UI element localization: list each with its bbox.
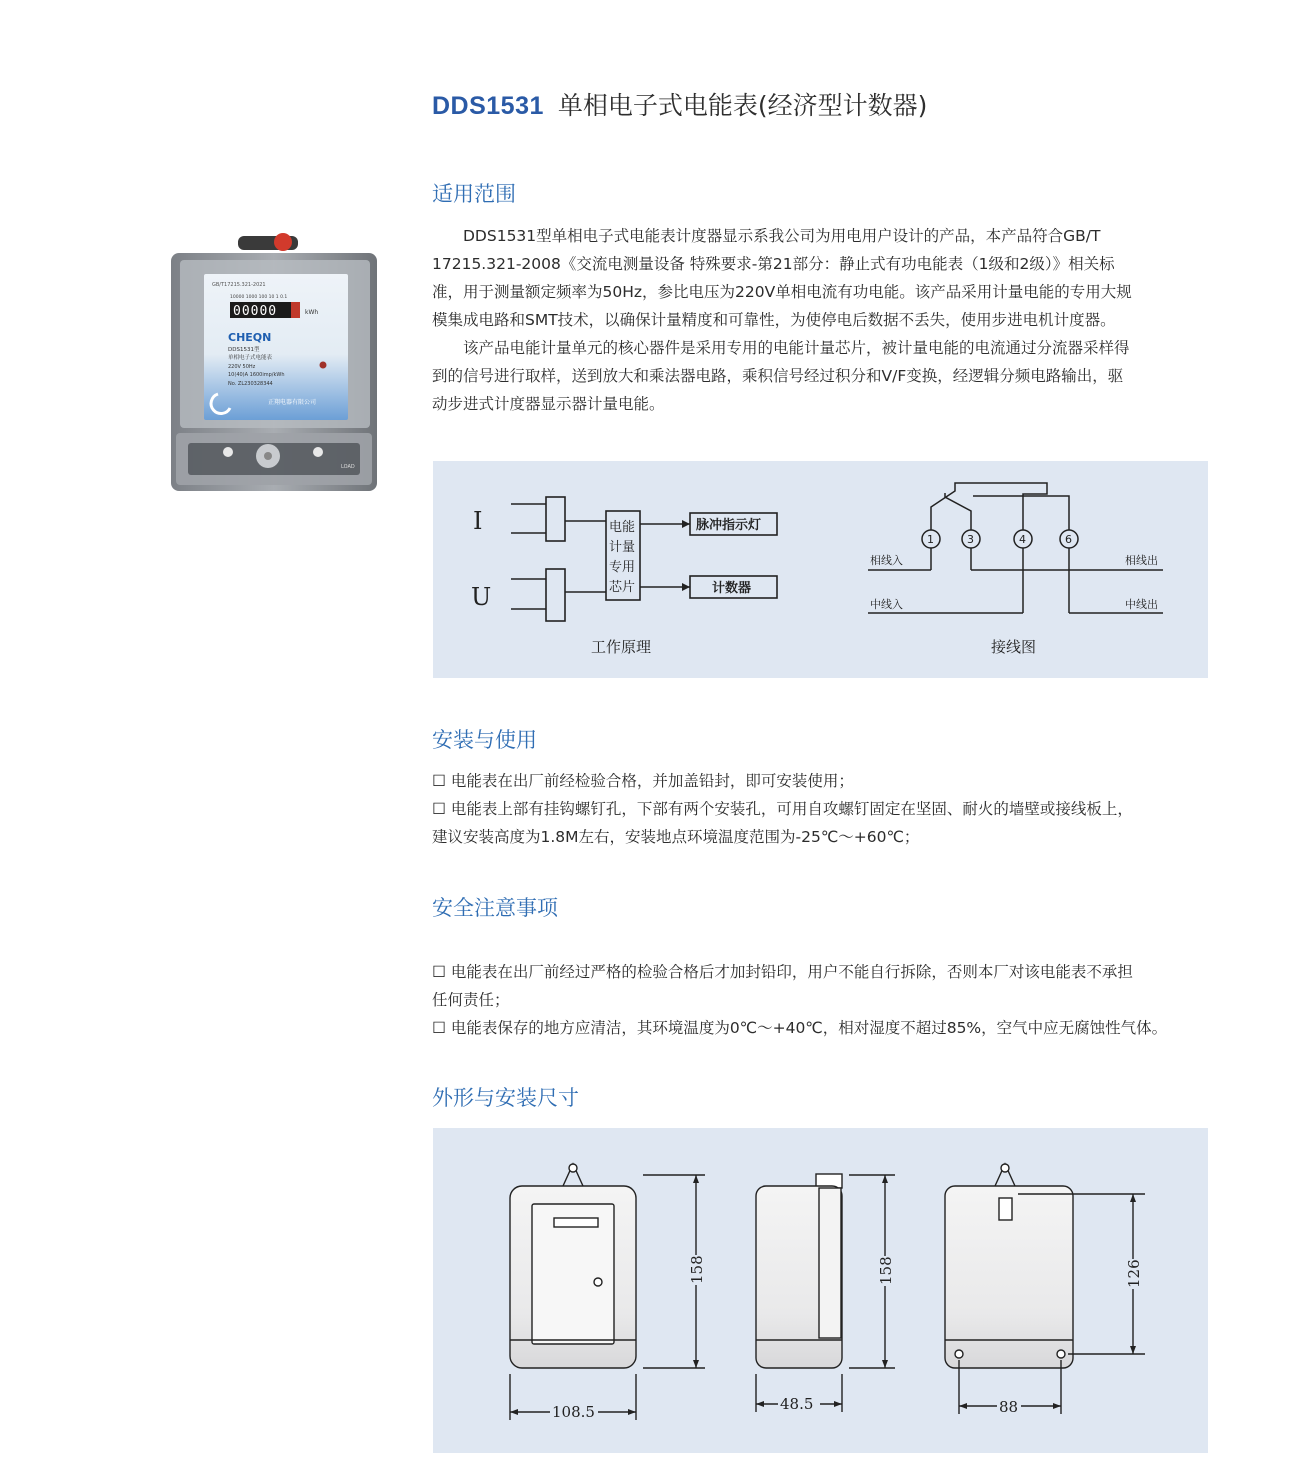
voltage-sensor [546,569,565,621]
label-i: I [473,507,483,535]
neutral-out-label: 中线出 [1125,598,1158,611]
install-line: ☐ 电能表在出厂前经检验合格，并加盖铅封，即可安装使用； [432,772,854,790]
title-model: DDS1531 [432,92,544,120]
terminal-label: 1 [927,533,934,546]
phase-out-label: 相线出 [1125,554,1158,567]
photo-brand: CHEQN [228,331,272,344]
neutral-in-label: 中线入 [870,598,903,611]
rear-width-label: 88 [999,1398,1019,1416]
chip-text: 专用 [609,560,636,575]
safety-line: ☐ 电能表在出厂前经过严格的检验合格后才加封铅印，用户不能自行拆除，否则本厂对该电能表不承担 [432,963,1133,981]
meter-illustration [168,228,380,493]
product-photo [168,228,380,493]
title-name: 单相电子式电能表(经济型计数器) [557,91,928,120]
scope-line: 该产品电能计量单元的核心器件是采用专用的电能计量芯片，被计量电能的电流通过分流器采样得 [463,339,1130,357]
phase-in-label: 相线入 [870,554,903,567]
photo-spec1: 220V 50Hz [228,364,256,370]
chip-text: 芯片 [609,580,636,595]
scope-heading: 适用范围 [432,182,516,206]
front-width-label: 108.5 [552,1403,595,1421]
photo-load: LOAD [341,464,355,470]
counter-label: 计数器 [712,581,752,596]
chip-text: 计量 [609,540,636,555]
terminal-label: 4 [1019,533,1026,546]
seal-button-icon [274,233,292,251]
scope-line: 准，用于测量额定频率为50Hz，参比电压为220V单相电流有功电能。该产品采用计量电能的专用大规 [432,283,1132,301]
dimensions-heading: 外形与安装尺寸 [432,1086,579,1110]
photo-spec2: 10(40)A 1600imp/kWh [228,372,285,378]
install-list [432,767,1262,851]
install-line: ☐ 电能表上部有挂钩螺钉孔，下部有两个安装孔，可用自攻螺钉固定在坚固、耐火的墙壁或接线板上， [432,800,1133,818]
scope-line: 17215.321-2008《交流电测量设备 特殊要求-第21部分：静止式有功电能表（1级和2级）》相关标 [432,255,1115,273]
terminal-label: 3 [967,533,974,546]
install-line: 建议安装高度为1.8M左右，安装地点环境温度范围为-25℃～+60℃； [432,828,920,846]
safety-line: 任何责任； [432,991,510,1009]
terminal-label: 6 [1065,533,1072,546]
dimensions-svg [433,1128,1208,1453]
photo-scale: 10000 1000 100 10 1 0.1 [230,295,288,300]
dimensions-panel [433,1128,1208,1453]
scope-line: 动步进式计度器显示器计量电能。 [432,395,665,413]
safety-list [432,958,1262,1042]
scope-text [432,222,1232,418]
photo-unit: kWh [305,309,319,316]
scope-line: 到的信号进行取样，送到放大和乘法器电路，乘积信号经过积分和V/F变换，经逻辑分频电路输出，驱 [432,367,1124,385]
chip-text: 电能 [609,520,636,535]
front-height-label: 158 [688,1255,706,1284]
side-height-label: 158 [877,1256,895,1285]
mount-hole-icon [1057,1350,1065,1358]
photo-serial: No. ZL230328344 [228,381,273,387]
diagram-svg [433,461,1208,678]
page-title [432,86,927,122]
hanging-hook-icon [999,1198,1012,1220]
principle-caption: 工作原理 [591,638,652,656]
scope-line: 模集成电路和SMT技术，以确保计量精度和可靠性，为使停电后数据不丢失，使用步进电机计度器。 [432,311,1116,329]
wiring-caption: 接线图 [991,638,1037,656]
pulse-label: 脉冲指示灯 [696,518,762,533]
photo-digits: 00000 [233,304,278,319]
label-u: U [471,583,492,611]
install-heading: 安装与使用 [432,728,537,752]
safety-heading: 安全注意事项 [432,896,558,920]
scope-line: DDS1531型单相电子式电能表计度器显示系我公司为用电用户设计的产品，本产品符合GB/T [463,227,1101,245]
photo-model: DDS1531型 [228,347,260,353]
mount-hole-icon [955,1350,963,1358]
pulse-led-icon [320,362,327,369]
side-width-label: 48.5 [780,1395,814,1413]
safety-line: ☐ 电能表保存的地方应清洁，其环境温度为0℃～+40℃，相对湿度不超过85%，空气中应无腐蚀性气体。 [432,1019,1168,1037]
photo-standard: GB/T17215.321-2021 [212,282,266,288]
diagram-panel [433,461,1208,678]
rear-height-label: 126 [1125,1259,1143,1288]
current-sensor [546,497,565,541]
photo-desc: 单相电子式电能表 [228,355,273,361]
photo-maker: 正翔电器有限公司 [268,399,317,406]
